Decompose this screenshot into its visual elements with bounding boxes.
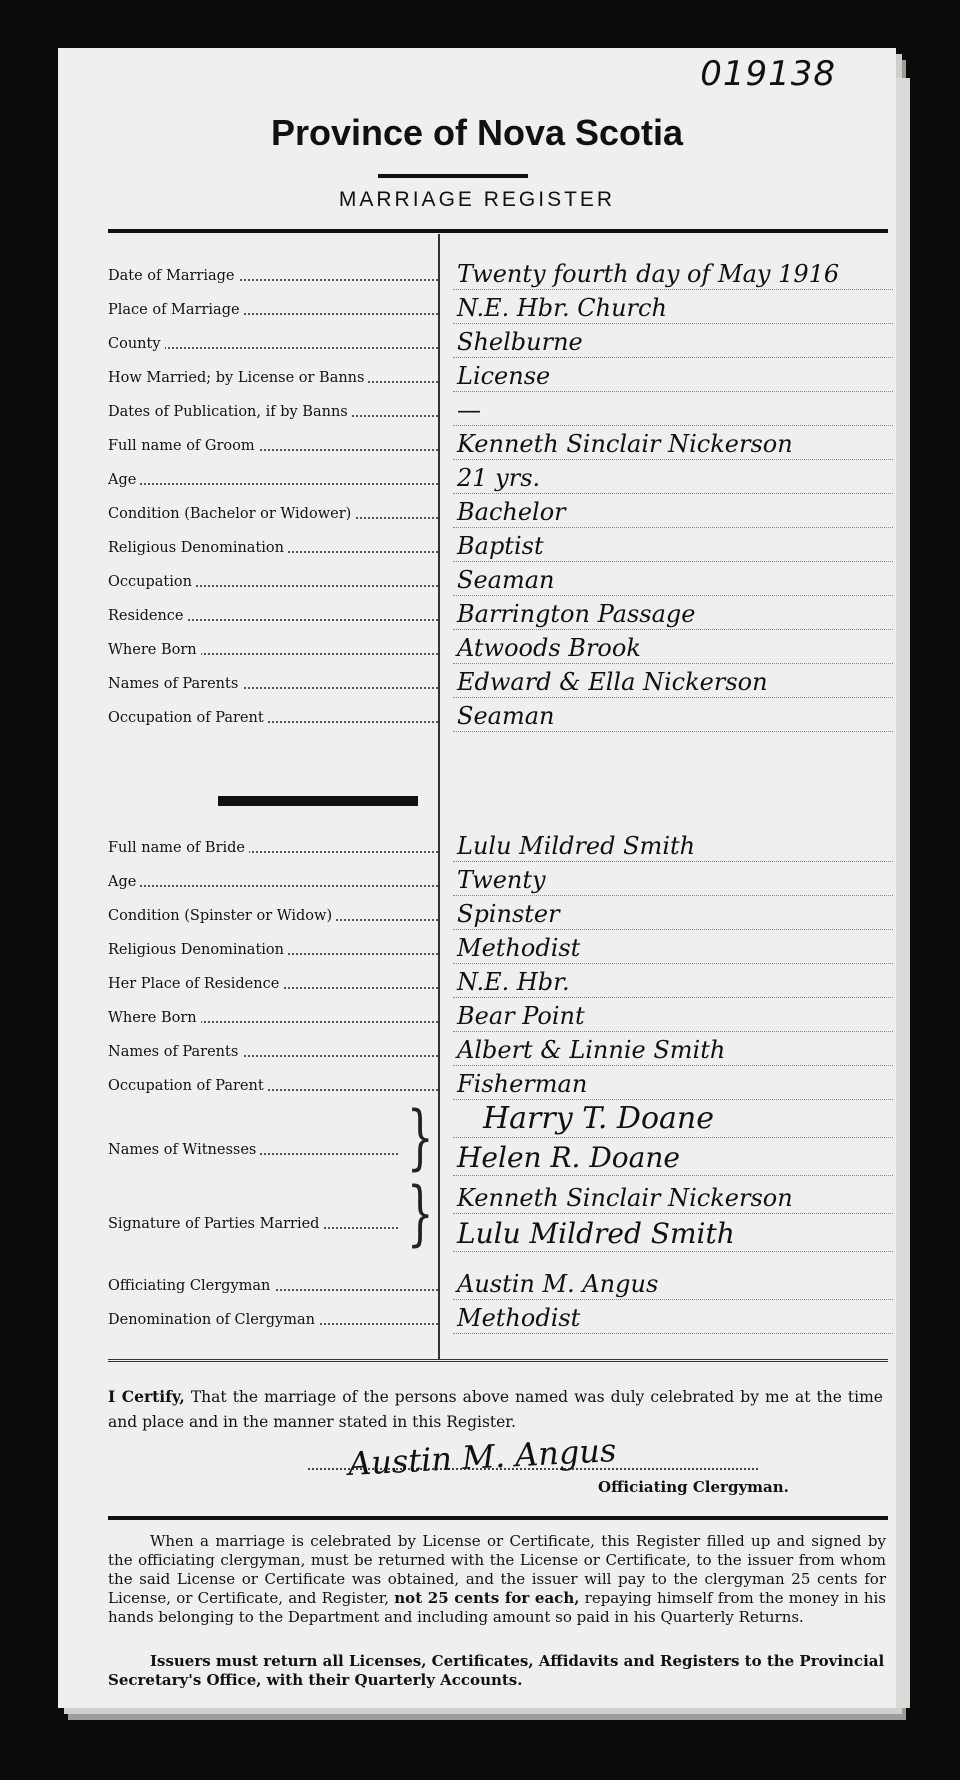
field-value: Atwoods Brook: [457, 634, 641, 662]
issuers-notice: Issuers must return all Licenses, Certificates, Affidavits and Registers to the Provincial Secretary's Office, with their Quarterly Accounts.: [108, 1652, 885, 1689]
field-label: Where Born: [108, 642, 201, 658]
field-label: Occupation of Parent: [108, 710, 268, 726]
value-groom-parents: [453, 664, 893, 698]
field-value: N.E. Hbr.: [457, 968, 570, 996]
field-label: Names of Parents: [108, 1044, 242, 1060]
field-value: —: [457, 396, 481, 424]
field-value: Helen R. Doane: [457, 1142, 680, 1174]
field-value: Fisherman: [457, 1070, 588, 1098]
field-label: Condition (Bachelor or Widower): [108, 506, 355, 522]
certify-text: That the marriage of the persons above named was duly celebrated by me at the time and place and in the manner stated in this Register.: [108, 1388, 883, 1431]
section-separator-bar: [218, 796, 418, 806]
field-county: [108, 324, 438, 358]
notice-part-1: When a marriage is celebrated by License or Certificate, this Register filled up and signed by the officiating clergyman, must be returned with the License or Certificate, to the issuer from whom the said License or Certificate was obtained, and the issuer will pay to the clergyman 25 cents for License, or Certificate, and Register,: [108, 1532, 886, 1607]
field-label: Occupation of Parent: [108, 1078, 268, 1094]
value-groom-parent-occupation: [453, 698, 893, 732]
field-value: Lulu Mildred Smith: [457, 1218, 735, 1250]
value-bride-residence: [453, 964, 893, 998]
field-value: Methodist: [457, 1304, 581, 1332]
field-label: Place of Marriage: [108, 302, 244, 318]
field-label: Religious Denomination: [108, 540, 288, 556]
certify-lead: I Certify,: [108, 1387, 185, 1406]
field-label: Where Born: [108, 1010, 201, 1026]
field-label: Full name of Groom: [108, 438, 259, 454]
field-label: County: [108, 336, 165, 352]
value-signature-groom: [453, 1180, 893, 1214]
field-value: Spinster: [457, 900, 560, 928]
field-value: 21 yrs.: [457, 464, 541, 492]
field-clergyman-denomination: [108, 1300, 438, 1334]
value-officiating-clergyman: [453, 1266, 893, 1300]
notice-part-2: repaying himself from the money in his hands belonging to the Department and including amount so paid in his Quarterly Returns.: [108, 1589, 886, 1626]
brace-signatures: }: [406, 1172, 434, 1254]
footer-rule: [108, 1516, 888, 1520]
field-bride-religion: [108, 930, 438, 964]
value-groom-name: [453, 426, 893, 460]
document-number: 019138: [700, 54, 836, 94]
value-bride-parent-occupation: [453, 1066, 893, 1100]
field-value: License: [457, 362, 551, 390]
value-groom-religion: [453, 528, 893, 562]
field-dates-of-publication: [108, 392, 438, 426]
field-how-married: [108, 358, 438, 392]
field-groom-name: [108, 426, 438, 460]
value-county: [453, 324, 893, 358]
field-value: Seaman: [457, 702, 555, 730]
value-signature-bride: [453, 1218, 893, 1252]
field-value: Harry T. Doane: [483, 1104, 714, 1136]
field-bride-birthplace: [108, 998, 438, 1032]
field-value: Baptist: [457, 532, 544, 560]
field-label: Residence: [108, 608, 187, 624]
value-dates-of-publication: [453, 392, 893, 426]
value-bride-condition: [453, 896, 893, 930]
value-bride-parents: [453, 1032, 893, 1066]
value-clergyman-denomination: [453, 1300, 893, 1334]
field-groom-occupation: [108, 562, 438, 596]
field-label: Religious Denomination: [108, 942, 288, 958]
return-notice: [108, 1532, 886, 1627]
field-label: Names of Witnesses: [108, 1142, 260, 1158]
certification-statement: [108, 1384, 883, 1435]
page-subtitle: MARRIAGE REGISTER: [338, 188, 616, 211]
field-label: Age: [108, 874, 140, 890]
field-value: Shelburne: [457, 328, 583, 356]
field-officiating-clergyman: [108, 1266, 438, 1300]
section-rule: [108, 1359, 888, 1362]
field-bride-residence: [108, 964, 438, 998]
field-groom-parents: [108, 664, 438, 698]
field-label: Occupation: [108, 574, 196, 590]
field-label: Signature of Parties Married: [108, 1216, 323, 1232]
field-groom-birthplace: [108, 630, 438, 664]
value-witness-1: [453, 1104, 893, 1138]
field-place-of-marriage: [108, 290, 438, 324]
field-bride-age: [108, 862, 438, 896]
field-label: Her Place of Residence: [108, 976, 283, 992]
field-signatures: [108, 1204, 398, 1238]
register-form: [58, 48, 896, 1708]
signature-caption: Officiating Clergyman.: [598, 1478, 789, 1496]
value-groom-birthplace: [453, 630, 893, 664]
field-label: Date of Marriage: [108, 268, 239, 284]
field-value: Kenneth Sinclair Nickerson: [457, 430, 793, 458]
field-groom-religion: [108, 528, 438, 562]
value-witness-2: [453, 1142, 893, 1176]
field-label: Dates of Publication, if by Banns: [108, 404, 352, 420]
field-bride-parents: [108, 1032, 438, 1066]
field-bride-parent-occupation: [108, 1066, 438, 1100]
field-label: Officiating Clergyman: [108, 1278, 274, 1294]
value-groom-age: [453, 460, 893, 494]
field-value: Kenneth Sinclair Nickerson: [457, 1184, 793, 1212]
header-rule: [108, 229, 888, 233]
column-divider: [438, 234, 440, 1359]
field-bride-condition: [108, 896, 438, 930]
value-groom-condition: [453, 494, 893, 528]
value-bride-name: [453, 828, 893, 862]
field-groom-age: [108, 460, 438, 494]
field-value: Bear Point: [457, 1002, 585, 1030]
field-value: Methodist: [457, 934, 581, 962]
field-label: Full name of Bride: [108, 840, 249, 856]
value-how-married: [453, 358, 893, 392]
field-value: Seaman: [457, 566, 555, 594]
field-label: Age: [108, 472, 140, 488]
value-bride-religion: [453, 930, 893, 964]
field-value: Bachelor: [457, 498, 566, 526]
value-bride-age: [453, 862, 893, 896]
field-bride-name: [108, 828, 438, 862]
field-value: Twenty: [457, 866, 546, 894]
field-value: Twenty fourth day of May 1916: [457, 260, 840, 288]
paper-edge: [896, 78, 910, 1708]
field-label: Names of Parents: [108, 676, 242, 692]
field-value: Austin M. Angus: [457, 1270, 659, 1298]
clergyman-signature: Austin M. Angus: [347, 1431, 618, 1483]
field-value: N.E. Hbr. Church: [457, 294, 667, 322]
value-bride-birthplace: [453, 998, 893, 1032]
field-value: Albert & Linnie Smith: [457, 1036, 726, 1064]
title-rule: [378, 174, 528, 178]
notice-bold: not 25 cents for each,: [394, 1589, 580, 1607]
page-title: Province of Nova Scotia: [270, 112, 684, 153]
field-groom-residence: [108, 596, 438, 630]
field-date-of-marriage: [108, 256, 438, 290]
value-groom-residence: [453, 596, 893, 630]
value-date-of-marriage: [453, 256, 893, 290]
field-groom-parent-occupation: [108, 698, 438, 732]
field-value: Lulu Mildred Smith: [457, 832, 696, 860]
field-value: Edward & Ella Nickerson: [457, 668, 768, 696]
field-label: Condition (Spinster or Widow): [108, 908, 336, 924]
value-place-of-marriage: [453, 290, 893, 324]
field-witnesses: [108, 1130, 398, 1164]
field-label: How Married; by License or Banns: [108, 370, 368, 386]
field-label: Denomination of Clergyman: [108, 1312, 319, 1328]
field-value: Barrington Passage: [457, 600, 696, 628]
value-groom-occupation: [453, 562, 893, 596]
field-groom-condition: [108, 494, 438, 528]
brace-witnesses: }: [406, 1096, 434, 1178]
